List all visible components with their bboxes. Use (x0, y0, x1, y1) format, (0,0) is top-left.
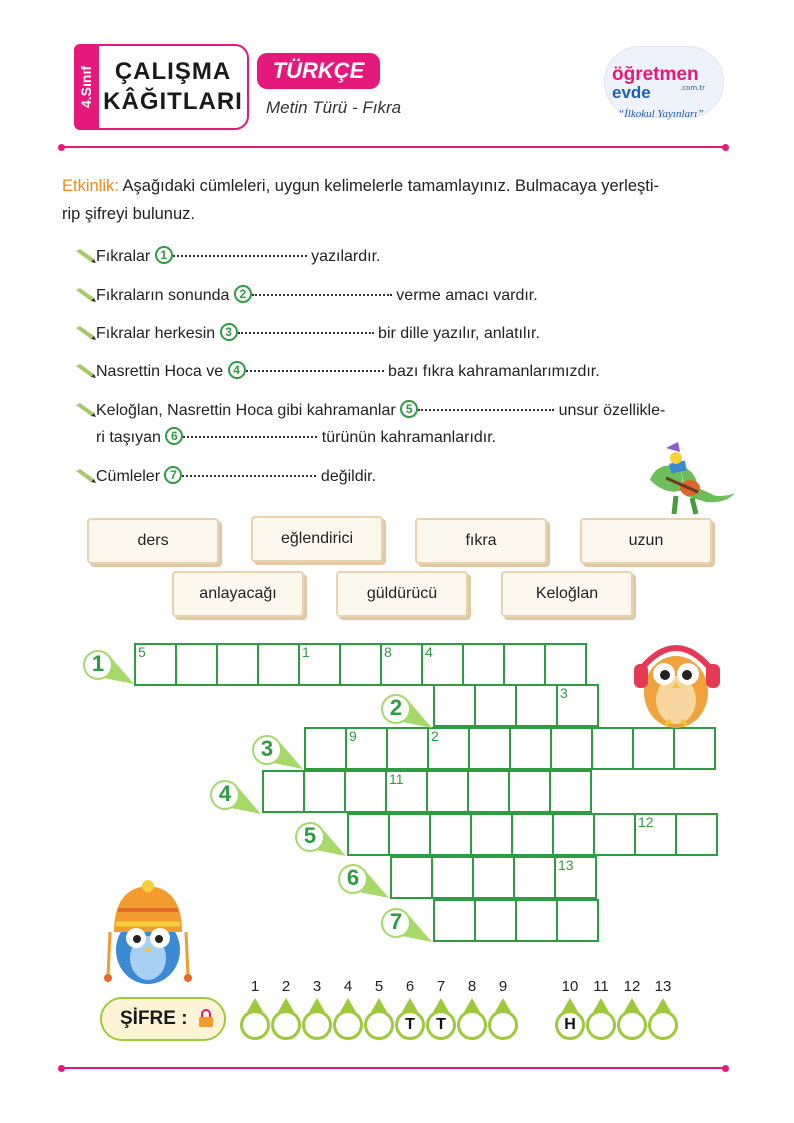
sentence-5 (74, 400, 665, 421)
answer-blank[interactable] (252, 294, 392, 296)
crossword-cell[interactable] (429, 813, 472, 856)
pencil-icon (74, 326, 96, 340)
sentence-text: bir dille yazılır, anlatılır. (373, 325, 540, 342)
sentence-2 (74, 285, 538, 306)
clue-number: 6 (346, 865, 360, 890)
blank-number: 2 (234, 285, 252, 303)
crossword-cell[interactable] (474, 899, 517, 942)
instruction-text: Aşağıdaki cümleleri, uygun kelimelerle tamamlayınız. Bulmacaya yerleşti- (118, 177, 659, 195)
sentence-text: türünün kahramanlarıdır. (317, 429, 497, 446)
code-letter-box[interactable]: T (395, 1010, 425, 1040)
code-number: 6 (405, 978, 415, 995)
owl-winter-hat-illustration (100, 880, 196, 990)
cell-number: 9 (349, 728, 357, 744)
crossword-cell[interactable] (675, 813, 718, 856)
subject-badge: TÜRKÇE (257, 53, 380, 89)
cell-number: 3 (560, 685, 568, 701)
top-divider (62, 146, 726, 148)
code-number: 1 (250, 978, 260, 995)
cell-number: 8 (384, 644, 392, 660)
code-numbers-left (240, 978, 518, 995)
crossword-cell[interactable] (508, 770, 551, 813)
sentence-text: Keloğlan, Nasrettin Hoca gibi kahramanlar (96, 402, 401, 419)
blank-number: 1 (155, 246, 173, 264)
crossword-cell[interactable] (298, 643, 341, 686)
crossword-cell[interactable] (474, 684, 517, 727)
code-letter-box[interactable] (271, 1010, 301, 1040)
crossword-cell[interactable] (304, 727, 347, 770)
code-number: 11 (593, 978, 609, 995)
divider-dot (58, 144, 65, 151)
crossword-cell[interactable] (472, 856, 515, 899)
sentence-text: Fıkralar herkesin (96, 325, 220, 342)
code-numbers-right (555, 978, 678, 995)
blank-number: 4 (228, 361, 246, 379)
crossword-cell[interactable] (503, 643, 546, 686)
code-letter-box[interactable] (240, 1010, 270, 1040)
clue-marker-1 (82, 648, 120, 686)
crossword-cell[interactable] (634, 813, 677, 856)
crossword-cell[interactable] (513, 856, 556, 899)
sentence-text: Fıkralar (96, 248, 155, 265)
clue-marker-5 (294, 820, 332, 858)
sentence-text: değildir. (316, 468, 377, 485)
cell-number: 1 (302, 644, 310, 660)
clue-marker-6 (337, 862, 375, 900)
code-letter-box[interactable] (333, 1010, 363, 1040)
topic-title: Metin Türü - Fıkra (266, 98, 402, 117)
blank-number: 7 (164, 466, 182, 484)
clue-number: 1 (91, 651, 105, 676)
word-card[interactable]: güldürücü (336, 571, 468, 617)
word-card[interactable]: ders (87, 518, 219, 564)
crossword-cell[interactable] (390, 856, 433, 899)
code-letter-box[interactable] (488, 1010, 518, 1040)
sentence-text: Nasrettin Hoca ve (96, 363, 228, 380)
cell-number: 11 (389, 771, 404, 787)
crossword-row-3 (304, 729, 716, 770)
crossword-row-6 (390, 858, 597, 899)
pencil-icon (74, 288, 96, 302)
sentence-text: Fıkraların sonunda (96, 287, 234, 304)
crossword-cell[interactable] (388, 813, 431, 856)
sentence-text: verme amacı vardır. (391, 287, 538, 304)
sentence-text: yazılardır. (306, 248, 381, 265)
crossword-cell[interactable] (134, 643, 177, 686)
answer-blank[interactable] (182, 475, 316, 477)
cell-number: 2 (431, 728, 439, 744)
grade-badge (74, 44, 98, 130)
code-number: 8 (467, 978, 477, 995)
blank-number: 6 (165, 427, 183, 445)
crossword-cell[interactable] (549, 770, 592, 813)
crossword-cell[interactable] (593, 813, 636, 856)
code-letter-box[interactable] (364, 1010, 394, 1040)
divider-dot (722, 1065, 729, 1072)
logo-top-text: öğretmen (612, 64, 699, 85)
code-letter-box[interactable]: H (555, 1010, 585, 1040)
code-number: 5 (374, 978, 384, 995)
title-line-1: ÇALIŞMA (114, 58, 232, 85)
crossword-cell[interactable] (386, 727, 429, 770)
answer-blank[interactable] (238, 332, 374, 334)
instruction-text-2: rip şifreyi bulunuz. (62, 205, 195, 223)
cell-number: 5 (138, 644, 146, 660)
sentence-6 (74, 466, 376, 487)
crossword-row-5 (347, 815, 718, 856)
crossword-cell[interactable] (515, 684, 558, 727)
logo-domain: .com.tr (680, 84, 706, 92)
code-circles-right (555, 1010, 678, 1040)
pencil-icon (74, 403, 96, 417)
pencil-icon (74, 364, 96, 378)
code-number: 7 (436, 978, 446, 995)
divider-dot (722, 144, 729, 151)
instruction-label: Etkinlik: (62, 177, 119, 195)
crossword-cell[interactable] (175, 643, 218, 686)
crossword-cell[interactable] (262, 770, 305, 813)
code-number: 3 (312, 978, 322, 995)
crossword-cell[interactable] (433, 899, 476, 942)
crossword-cell[interactable] (462, 643, 505, 686)
answer-blank[interactable] (418, 409, 554, 411)
sentence-5-line-2 (96, 427, 496, 448)
crossword-cell[interactable] (339, 643, 382, 686)
worksheet-title (97, 44, 249, 130)
lock-icon (196, 1008, 216, 1028)
logo-tagline: “İlkokul Yayınları” (618, 108, 704, 120)
crossword-cell[interactable] (344, 770, 387, 813)
crossword-row-1 (134, 645, 587, 686)
code-letter-box[interactable] (586, 1010, 616, 1040)
cell-number: 4 (425, 644, 433, 660)
crossword-cell[interactable] (470, 813, 513, 856)
crossword-cell[interactable] (632, 727, 675, 770)
code-number: 13 (654, 978, 672, 995)
crossword-cell[interactable] (515, 899, 558, 942)
pencil-icon (74, 249, 96, 263)
crossword-row-4 (262, 772, 592, 813)
crossword-cell[interactable] (345, 727, 388, 770)
crossword-cell[interactable] (347, 813, 390, 856)
clue-number: 4 (218, 781, 232, 806)
code-letter-box[interactable] (302, 1010, 332, 1040)
crossword-cell[interactable] (257, 643, 300, 686)
crossword-cell[interactable] (509, 727, 552, 770)
word-card[interactable]: uzun (580, 518, 712, 564)
blank-number: 5 (400, 400, 418, 418)
crossword-cell[interactable] (380, 643, 423, 686)
code-letter-box[interactable] (648, 1010, 678, 1040)
sentence-4 (74, 361, 600, 382)
clue-number: 7 (389, 909, 403, 934)
crossword-cell[interactable] (673, 727, 716, 770)
clue-number: 5 (303, 823, 317, 848)
crossword-cell[interactable] (552, 813, 595, 856)
clue-marker-2 (380, 692, 418, 730)
crossword-cell[interactable] (544, 643, 587, 686)
code-number: 12 (623, 978, 641, 995)
crossword-row-2 (433, 686, 599, 727)
divider-dot (58, 1065, 65, 1072)
code-letter-box[interactable] (617, 1010, 647, 1040)
clue-marker-3 (251, 733, 289, 771)
grade-label: 4.Sınıf (78, 65, 95, 109)
code-label-text: ŞİFRE : (120, 1008, 188, 1029)
crossword-cell[interactable] (427, 727, 470, 770)
crossword-cell[interactable] (385, 770, 428, 813)
crocodile-guitar-illustration (636, 440, 740, 520)
word-card[interactable]: eğlendirici (251, 516, 383, 562)
crossword-cell[interactable] (303, 770, 346, 813)
word-card[interactable]: fıkra (415, 518, 547, 564)
code-circles-left (240, 1010, 518, 1040)
crossword-cell[interactable] (511, 813, 554, 856)
pencil-icon (74, 469, 96, 483)
crossword-cell[interactable] (550, 727, 593, 770)
code-letter-box[interactable]: T (426, 1010, 456, 1040)
crossword-cell[interactable] (216, 643, 259, 686)
owl-headphones-illustration (630, 634, 724, 730)
answer-blank[interactable] (183, 436, 317, 438)
crossword-cell[interactable] (556, 684, 599, 727)
bottom-divider (62, 1067, 726, 1069)
blank-number: 3 (220, 323, 238, 341)
sentence-1 (74, 246, 380, 267)
code-number: 4 (343, 978, 353, 995)
clue-marker-4 (209, 778, 247, 816)
sentence-3 (74, 323, 540, 344)
crossword-cell[interactable] (431, 856, 474, 899)
code-letter-box[interactable] (457, 1010, 487, 1040)
crossword-cell[interactable] (554, 856, 597, 899)
title-line-2: KÂĞITLARI (103, 88, 243, 115)
crossword-row-7 (433, 901, 599, 942)
sentence-text: ri taşıyan (96, 429, 166, 446)
clue-marker-7 (380, 906, 418, 944)
cell-number: 12 (638, 814, 654, 830)
crossword-cell[interactable] (467, 770, 510, 813)
code-number: 2 (281, 978, 291, 995)
sentence-text: Cümleler (96, 468, 165, 485)
sentence-text: bazı fıkra kahramanlarımızdır. (383, 363, 600, 380)
crossword-cell[interactable] (468, 727, 511, 770)
crossword-cell[interactable] (556, 899, 599, 942)
clue-number: 2 (389, 695, 403, 720)
logo-bottom-text: evde (612, 83, 651, 102)
clue-number: 3 (260, 736, 274, 761)
crossword-cell[interactable] (426, 770, 469, 813)
cell-number: 13 (558, 857, 574, 873)
crossword-cell[interactable] (433, 684, 476, 727)
crossword-cell[interactable] (421, 643, 464, 686)
code-number: 10 (561, 978, 579, 995)
answer-blank[interactable] (246, 370, 384, 372)
word-card[interactable]: anlayacağı (172, 571, 304, 617)
answer-blank[interactable] (173, 255, 307, 257)
publisher-logo (600, 40, 728, 130)
sentence-text: unsur özellikle- (554, 402, 666, 419)
crossword-cell[interactable] (591, 727, 634, 770)
word-card[interactable]: Keloğlan (501, 571, 633, 617)
instruction (62, 172, 738, 228)
code-number: 9 (498, 978, 508, 995)
